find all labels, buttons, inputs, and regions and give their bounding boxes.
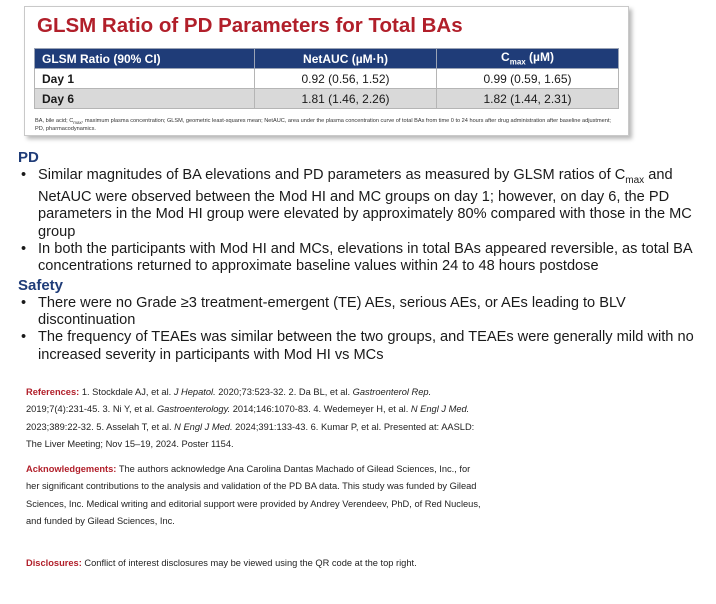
bullet-marker: •	[21, 240, 27, 257]
cmax-unit: (µM)	[525, 50, 554, 65]
acknowledgements-block	[26, 461, 481, 531]
references-block	[26, 384, 481, 454]
cell-netauc: 0.92 (0.56, 1.52)	[255, 69, 437, 89]
cell-cmax: 1.82 (1.44, 2.31)	[437, 89, 619, 109]
footnote-subscript: max	[73, 120, 82, 126]
cmax-letter: C	[501, 50, 510, 65]
col-header-glsm-ratio: GLSM Ratio (90% CI)	[35, 49, 255, 69]
reference-text: 1. Stockdale AJ, et al.	[79, 387, 174, 397]
row-label: Day 1	[35, 69, 255, 89]
pd-bullet-list	[20, 167, 708, 275]
table-header-row	[35, 49, 619, 69]
bullet-marker: •	[21, 167, 27, 183]
col-header-netauc: NetAUC (µM·h)	[255, 49, 437, 69]
col-header-cmax	[437, 49, 619, 69]
acknowledgements-label: Acknowledgements:	[26, 464, 117, 474]
glsm-ratio-table	[34, 48, 619, 109]
journal-name: N Engl J Med.	[410, 404, 470, 415]
acknowledgements-text: The authors acknowledge Ana Carolina Dantas Machado of Gilead Sciences, Inc., for her significant contributions to the analysis and validation of the PD BA data. This study was funded by Gilead Sciences, Inc. Medical writing and editorial support were provided by Andrey Verendeev, PhD, of Red Nucleus, and funded by Gilead Sciences, Inc.	[26, 464, 481, 527]
table-row	[35, 89, 619, 109]
disclosures-block	[26, 555, 481, 572]
list-item	[20, 167, 708, 241]
table-row	[35, 69, 619, 89]
cmax-subscript: max	[625, 174, 645, 186]
table-footnote	[35, 118, 620, 133]
bullet-text: The frequency of TEAEs was similar between the two groups, and TEAEs were generally mild with no increased severity in participants with Mod HI vs MCs	[38, 329, 694, 363]
bullet-marker: •	[21, 295, 27, 311]
bullet-text: and NetAUC were observed between the Mod HI and MC groups on day 1; however, on day 6, the PD parameters in the Mod HI group were elevated by approximately 80% compared with those in the MC group	[38, 167, 692, 240]
bullet-text: There were no Grade ≥3 treatment-emergent (TE) AEs, serious AEs, or AEs leading to BLV discontinuation	[38, 295, 626, 329]
reference-text: 2019;7(4):231-45. 3. Ni Y, et al.	[26, 404, 157, 415]
bullet-marker: •	[21, 329, 27, 346]
pd-heading: PD	[18, 149, 39, 166]
glsm-table-card	[24, 6, 629, 136]
cell-netauc: 1.81 (1.46, 2.26)	[255, 89, 437, 109]
cell-cmax: 0.99 (0.59, 1.65)	[437, 69, 619, 89]
journal-name: Gastroenterology.	[156, 404, 231, 415]
journal-name: J Hepatol.	[173, 387, 216, 397]
card-title: GLSM Ratio of PD Parameters for Total BAs	[37, 14, 463, 37]
disclosures-text: Conflict of interest disclosures may be viewed using the QR code at the top right.	[81, 558, 417, 568]
references-label: References:	[26, 387, 80, 397]
journal-name: N Engl J Med.	[174, 421, 233, 432]
safety-heading: Safety	[18, 277, 64, 294]
reference-text: 2020;73:523-32. 2. Da BL, et al.	[215, 387, 353, 397]
list-item	[20, 329, 708, 363]
list-item	[20, 241, 708, 275]
row-label: Day 6	[35, 89, 255, 109]
safety-bullet-list	[20, 295, 708, 364]
journal-name: Gastroenterol Rep.	[352, 387, 432, 397]
reference-text: 2024;391:133-43. 6. Kumar P, et al. Presented at: AASLD: The Liver Meeting; Nov 15–19, 2024. Poster 1154.	[26, 421, 475, 450]
list-item	[20, 295, 708, 329]
reference-text: 2023;389:22-32. 5. Asselah T, et al.	[26, 421, 175, 432]
footnote-text: , maximum plasma concentration; GLSM, geometric least-squares mean; NetAUC, area under the plasma concentration curve of total BAs from time 0 to 24 hours after drug administration after baseline adjustment; PD, pharmacodynamics.	[35, 118, 611, 133]
bullet-text: In both the participants with Mod HI and MCs, elevations in total BAs appeared reversible, as total BA concentrations returned to approximate baseline values within 24 to 48 hours postdose	[38, 240, 692, 274]
reference-text: 2014;146:1070-83. 4. Wedemeyer H, et al.	[230, 404, 411, 415]
disclosures-label: Disclosures:	[26, 558, 82, 568]
footnote-text: BA, bile acid; C	[35, 118, 74, 124]
bullet-text: Similar magnitudes of BA elevations and PD parameters as measured by GLSM ratios of C	[38, 167, 626, 183]
cmax-subscript: max	[509, 57, 526, 67]
